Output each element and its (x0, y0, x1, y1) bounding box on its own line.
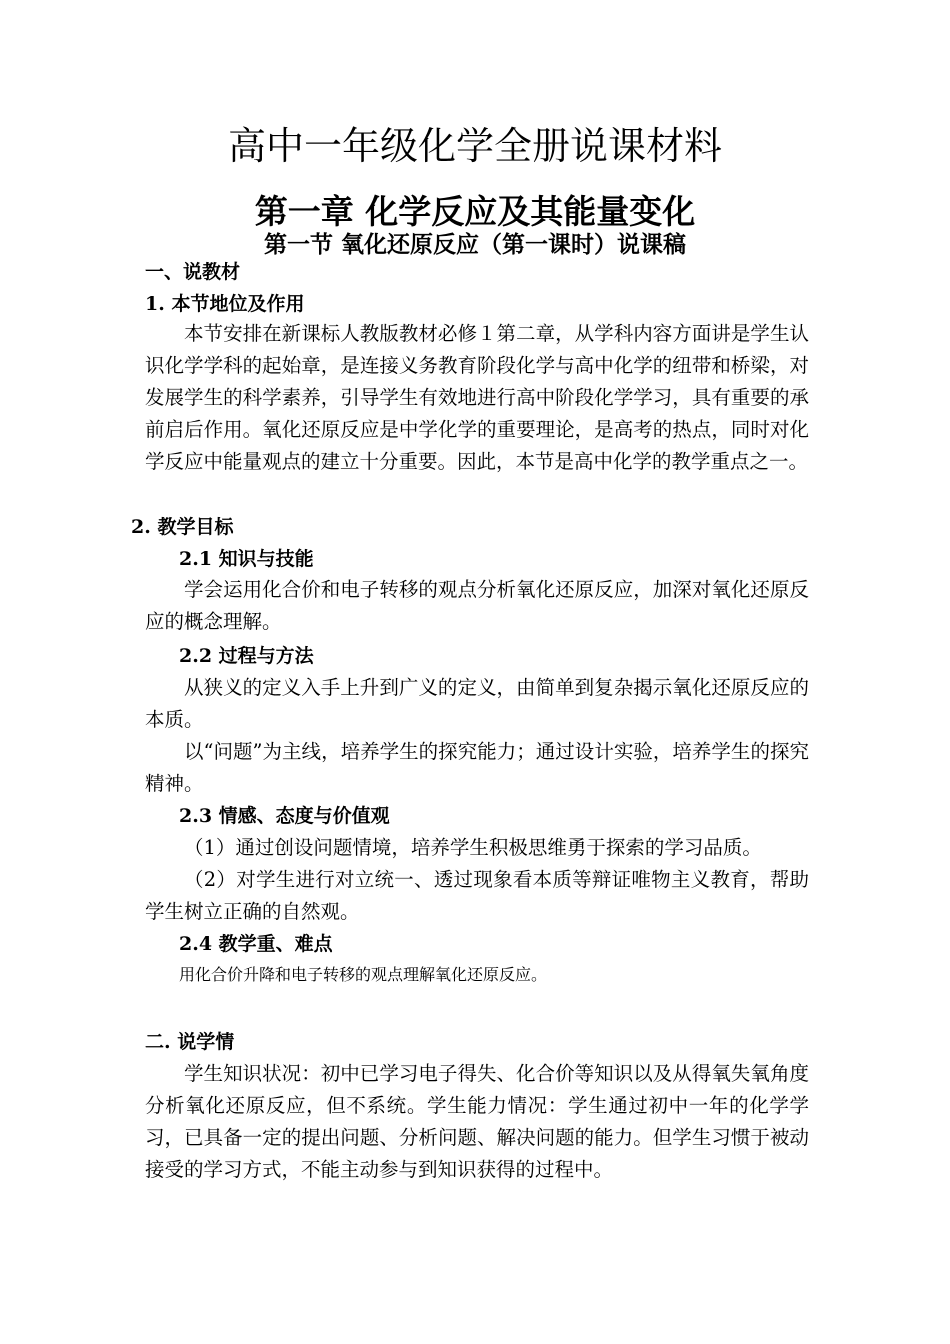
goal-2-3-paragraph-2: （2）对学生进行对立统一、透过现象看本质等辩证唯物主义教育，帮助学生树立正确的自然观。 (145, 868, 809, 923)
goal-2-2-heading: 2.2 过程与方法 (179, 645, 314, 667)
part1-heading: 一、说教材 (145, 261, 241, 283)
part2-heading: 二. 说学情 (145, 1031, 235, 1053)
chapter-title: 第一章 化学反应及其能量变化 (254, 192, 696, 231)
part2-paragraph: 学生知识状况：初中已学习电子得失、化合价等知识以及从得氧失氧角度分析氧化还原反应，但不系统。学生能力情况：学生通过初中一年的化学学习，已具备一定的提出问题、分析问题、解决问题的能力。但学生习惯于被动接受的学习方式，不能主动参与到知识获得的过程中。 (145, 1062, 809, 1181)
document-title: 高中一年级化学全册说课材料 (227, 124, 722, 168)
sub1-paragraph: 本节安排在新课标人教版教材必修１第二章，从学科内容方面讲是学生认识化学学科的起始章，是连接义务教育阶段化学与高中化学的纽带和桥梁，对发展学生的科学素养，引导学生有效地进行高中阶段化学学习，具有重要的承前启后作用。氧化还原反应是中学化学的重要理论，是高考的热点，同时对化学反应中能量观点的建立十分重要。因此，本节是高中化学的教学重点之一。 (145, 322, 809, 473)
goal-2-3-heading: 2.3 情感、态度与价值观 (179, 805, 390, 827)
goal-2-4-paragraph: 用化合价升降和电子转移的观点理解氧化还原反应。 (179, 965, 548, 984)
sub2-heading: 2. 教学目标 (131, 516, 234, 538)
goal-2-4-heading: 2.4 教学重、难点 (179, 933, 333, 955)
goal-2-3-paragraph-1: （1）通过创设问题情境，培养学生积极思维勇于探索的学习品质。 (184, 836, 762, 859)
goal-2-2-paragraph-1: 从狭义的定义入手上升到广义的定义，由简单到复杂揭示氧化还原反应的本质。 (145, 676, 809, 731)
goal-2-1-paragraph: 学会运用化合价和电子转移的观点分析氧化还原反应，加深对氧化还原反应的概念理解。 (145, 578, 809, 633)
goal-2-1-heading: 2.1 知识与技能 (179, 548, 314, 570)
section-title: 第一节 氧化还原反应（第一课时）说课稿 (263, 232, 686, 258)
sub1-heading: 1. 本节地位及作用 (145, 293, 305, 315)
goal-2-2-paragraph-2: 以“问题”为主线，培养学生的探究能力；通过设计实验，培养学生的探究精神。 (145, 740, 809, 795)
